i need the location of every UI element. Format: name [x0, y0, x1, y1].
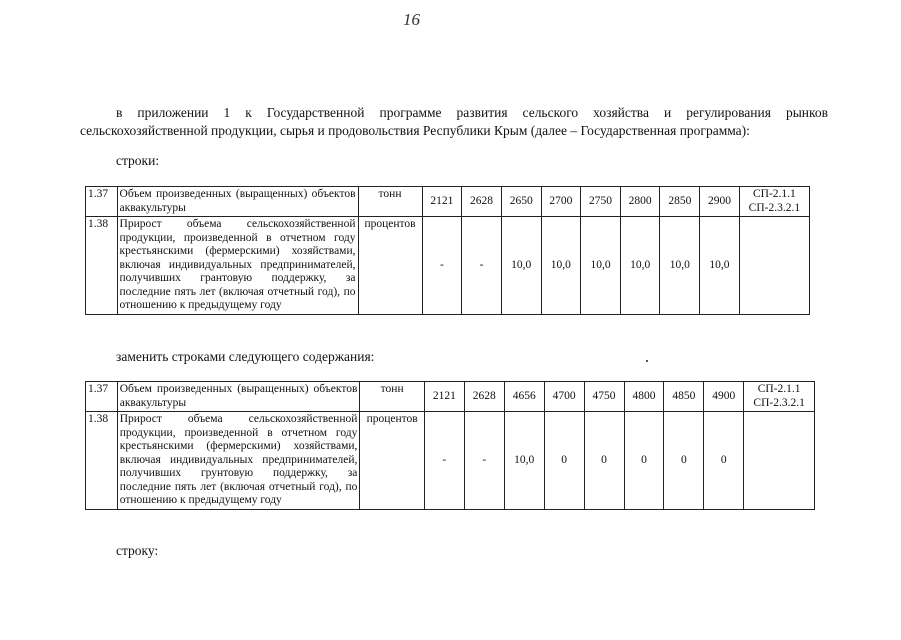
value-cell: 10,0	[620, 217, 660, 315]
value-cell: -	[424, 412, 464, 510]
row-number: 1.37	[86, 382, 118, 412]
value-cell: -	[422, 217, 462, 315]
value-cell: 2121	[424, 382, 464, 412]
label-line: строку:	[116, 543, 159, 558]
table-row	[86, 217, 810, 315]
value-cell: -	[462, 217, 502, 315]
label-replace: заменить строками следующего содержания:	[116, 349, 375, 364]
table-row	[86, 412, 815, 510]
value-cell: 0	[624, 412, 664, 510]
row-name: Объем произведенных (выращенных) объектов аквакультуры	[117, 382, 360, 412]
row-name: Прирост объема сельскохозяйственной продукции, произведенной в отчетном году крестьянскими (фермерскими) хозяйствами, включая индивидуальных предпринимателей, получивших грантовую поддержку, за последние пять лет (включая отчетный год), по отношению к предыдущему году	[117, 217, 358, 315]
table-row	[86, 187, 810, 217]
value-cell: 4800	[624, 382, 664, 412]
row-unit: процентов	[358, 217, 422, 315]
value-cell: 2750	[581, 187, 621, 217]
value-cell: 10,0	[501, 217, 541, 315]
value-cell: 10,0	[660, 217, 700, 315]
value-cell: 10,0	[700, 217, 740, 315]
value-cell: 0	[664, 412, 704, 510]
value-cell: 0	[584, 412, 624, 510]
new-table	[85, 381, 815, 510]
value-cell: 2850	[660, 187, 700, 217]
value-cell: 2800	[620, 187, 660, 217]
value-cell: 4750	[584, 382, 624, 412]
row-code: СП-2.1.1 СП-2.3.2.1	[744, 382, 815, 412]
value-cell: 2121	[422, 187, 462, 217]
value-cell: 0	[704, 412, 744, 510]
value-cell: 10,0	[541, 217, 581, 315]
value-cell: -	[464, 412, 504, 510]
scan-speck	[646, 360, 648, 362]
row-code: СП-2.1.1 СП-2.3.2.1	[739, 187, 809, 217]
value-cell: 4900	[704, 382, 744, 412]
value-cell: 10,0	[504, 412, 544, 510]
value-cell: 0	[544, 412, 584, 510]
row-unit: процентов	[360, 412, 425, 510]
value-cell: 4850	[664, 382, 704, 412]
label-lines: строки:	[116, 153, 160, 168]
intro-paragraph	[80, 104, 828, 140]
value-cell: 2900	[700, 187, 740, 217]
table-row	[86, 382, 815, 412]
row-code	[739, 217, 809, 315]
row-unit: тонн	[360, 382, 425, 412]
value-cell: 2700	[541, 187, 581, 217]
row-number: 1.38	[86, 217, 118, 315]
old-table	[85, 186, 810, 315]
row-name: Объем произведенных (выращенных) объектов аквакультуры	[117, 187, 358, 217]
value-cell: 2650	[501, 187, 541, 217]
value-cell: 4700	[544, 382, 584, 412]
value-cell: 2628	[462, 187, 502, 217]
row-code	[744, 412, 815, 510]
value-cell: 2628	[464, 382, 504, 412]
row-number: 1.37	[86, 187, 118, 217]
row-number: 1.38	[86, 412, 118, 510]
value-cell: 10,0	[581, 217, 621, 315]
intro-text: в приложении 1 к Государственной программе развития сельского хозяйства и регулирования рынков сельскохозяйственной продукции, сырья и продовольствия Республики Крым (далее – Государственная программа):	[80, 105, 828, 138]
row-name: Прирост объема сельскохозяйственной продукции, произведенной в отчетном году крестьянскими (фермерскими) хозяйствами, включая индивидуальных предпринимателей, получивших грунтовую поддержку, за последние пять лет (включая отчетный год), по отношению к предыдущему году	[117, 412, 360, 510]
row-unit: тонн	[358, 187, 422, 217]
page-number: 16	[403, 10, 420, 29]
value-cell: 4656	[504, 382, 544, 412]
